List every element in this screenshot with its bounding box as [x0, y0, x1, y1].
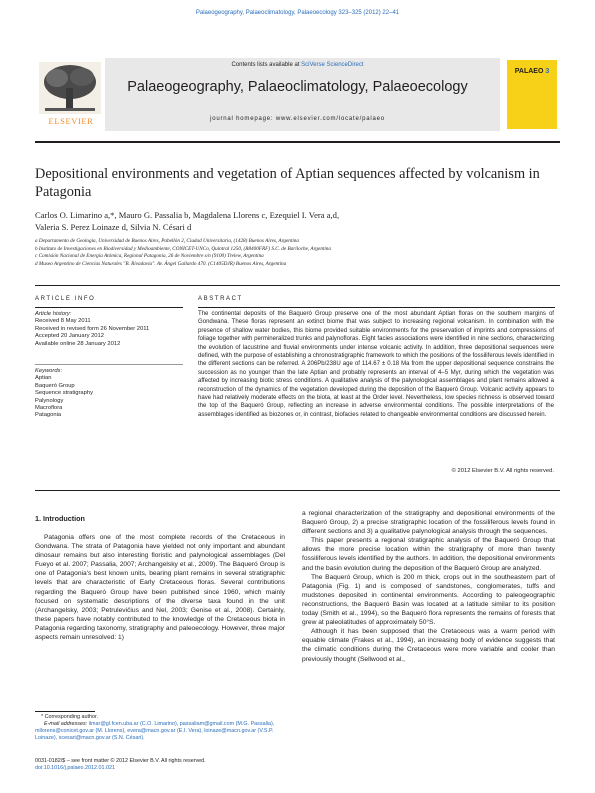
contents-prefix: Contents lists available at	[231, 62, 300, 68]
cover-number: 3	[545, 68, 550, 75]
keyword: Aptian	[35, 375, 52, 382]
affiliation-d: d Museo Argentino de Ciencias Naturales "B. Rivadavia". Av. Ángel Gallardo 470. (C1405DJR) Buenos Aires, Argentina	[35, 260, 287, 267]
homepage-prefix: journal homepage:	[210, 116, 274, 122]
paragraph: Although it has been supposed that the Cretaceous was a warm period with equable climate (Frakes et al., 1994), an increasing body of evidence suggests that the climatic conditions during the Cretaceous were more variable and cooler than previously thought (Sellwood et al.,	[302, 628, 555, 663]
section-heading: 1. Introduction	[35, 514, 85, 523]
journal-cover-thumbnail	[500, 58, 560, 131]
authors-line-2: Valeria S. Perez Loinaze d, Silvia N. Césari d	[35, 222, 192, 232]
history-item: Accepted 20 January 2012	[35, 333, 104, 340]
sciencedirect-link[interactable]: SciVerse ScienceDirect	[301, 62, 364, 68]
keyword: Macroflora	[35, 405, 63, 412]
abstract-heading: ABSTRACT	[198, 296, 243, 302]
paragraph: a regional characterization of the stratigraphy and depositional environments of the Baqueró Group, 2) a precise stratigraphic location of the fossiliferous levels found in different sections and 3) a qualitative palynological analysis through the sequences.	[302, 510, 555, 536]
article-info-heading: ARTICLE INFO	[35, 296, 96, 302]
corresponding-author: * Corresponding author.	[41, 714, 98, 720]
cover-title: PALAEO	[514, 68, 544, 75]
right-column	[302, 509, 555, 664]
footnote-rule	[35, 711, 95, 712]
paragraph: The Baqueró Group, which is 200 m thick, crops out in the southeastern part of Patagonia (Fig. 1) and is composed of sandstones, conglomerates, tuffs and mudstones deposited in continental environments. According to paleogeographic reconstructions, the Baqueró Basin was located at a latitude similar to its position today (Smith et al., 1994), so the Baqueró flora represents the remains of forests that grew at paleolatitudes of approximately 50°S.	[302, 573, 555, 627]
affiliation-c: c Comisión Nacional de Energía Atómica, Regional Patagonia, 26 de Noviembre s/n (9100) Trelew, Argentina	[35, 253, 264, 259]
left-column	[35, 533, 285, 642]
abstract-text: The continental deposits of the Baqueró Group preserve one of the most abundant Aptian floras on the southern margins of Gondwana. These floras represent an extinct biome that was subject to increasing regional volcanism. In combination with the presence of shallow water bodies, this biome provided suitable environments for the preservation of imprints and compressions of foliage together with permineralized trunks and palynofloras. Eight facies associations were identified in nine sections, characterizing the evolution of lacustrine and fluvial environments under intense volcanic activity. In addition, three depositional sequences were defined, with the purpose of establishing a chronostratigraphic framework to which the positions of the fossiliferous levels identified in the different sections can be referred. A 206Pb/238U age of 114.67 ± 0.18 Ma from the upper depositional sequence constrains the succession as no younger than the late Aptian and probably represents an interval of 4–5 Myr, during which the vegetation was affected by increasing biotic stress conditions. A qualitative analysis of the palynological assemblages and plant remains allowed a reconstruction of the dynamics of the vegetation developed during the deposition of the Baqueró Group. Volcanic activity appears to have had relatively moderate effects on the biota, at least at the Order level. Nevertheless, low species richness is observed toward the top of the Baqueró Group, reflecting an increase in adverse environmental conditions. The possible interpretations of the assemblages identified as biozones or, in contrast, biofacies related to changeable environmental conditions are discussed herein.	[198, 311, 554, 418]
keywords-label: Keywords:	[35, 368, 63, 374]
article-title: Depositional environments and vegetation of Aptian sequences affected by volcanism in Patagonia	[35, 166, 540, 200]
history-item: Received 8 May 2011	[35, 318, 91, 325]
journal-homepage	[35, 116, 560, 122]
publication-info	[35, 758, 335, 772]
keyword: Palynology	[35, 397, 64, 404]
author-list	[35, 209, 555, 233]
keyword: Baqueró Group	[35, 382, 75, 389]
affiliations	[35, 238, 555, 268]
history-label: Article history:	[35, 311, 72, 317]
affiliation-a: a Departamento de Geología, Universidad de Buenos Aires, Pabellón 2, Ciudad Universitaria, (1428) Buenos Aires, Argentina	[35, 238, 299, 244]
paragraph: This paper presents a regional stratigraphic analysis of the Baqueró Group that allows the more precise location within the stratigraphy of more than twenty fossiliferous levels identified by the authors. In addition, the depositional environments and the basin evolution during the deposition of the Baqueró Group are analyzed.	[302, 537, 555, 572]
masthead-rule	[35, 141, 560, 143]
issn-line: 0031-0182/$ – see front matter © 2012 Elsevier B.V. All rights reserved.	[35, 758, 206, 764]
journal-title: Palaeogeography, Palaeoclimatology, Palaeoecology	[127, 79, 468, 95]
divider	[35, 285, 560, 286]
paragraph: Patagonia offers one of the most complete records of the Cretaceous in Gondwana. The strata of Patagonia have yielded not only important and abundant dinosaur remains but also interesting floristic and palynological assemblages (Del Fueyo et al. 2007; Passalia, 2007; Archangelsky et al., 2009). The Baqueró Group is one of Patagonia's best known units, bearing plant remains in several stratigraphic levels that are characteristic of Early Cretaceous floras. Several contributions regarding the Baqueró Group have been published since 1960, which mainly focused on systematic descriptions of the diverse taxa found in the unit (Archangelsky, 2003; Petrulevičius and Nel, 2003; Genise et al., 2008). Certainly, these papers have notably contributed to the knowledge of the Cretaceous biota in Patagonia regarding taxonomy, stratigraphy and paleoecology. However, three major aspects remain unresolved: 1)	[35, 534, 285, 642]
homepage-link[interactable]: www.elsevier.com/locate/palaeo	[275, 116, 385, 122]
affiliation-b: b Instituto de Investigaciones en Biodiversidad y Medioambiente, CONICET-UNCo, Quintral 1250, (R8400FRF) S.C. de Bariloche, Argentina	[35, 245, 331, 252]
divider	[35, 307, 183, 308]
email-label: E-mail addresses:	[44, 721, 88, 727]
cover-label	[507, 68, 557, 75]
doi-link[interactable]: doi:10.1016/j.palaeo.2012.01.021	[35, 765, 116, 771]
history-item: Available online 28 January 2012	[35, 340, 121, 347]
footnotes	[35, 714, 285, 742]
publisher-wordmark: ELSEVIER	[48, 116, 94, 126]
copyright: © 2012 Elsevier B.V. All rights reserved.	[451, 468, 554, 474]
keyword: Patagonia	[35, 412, 62, 419]
email-addresses[interactable]: limar@gl.fcen.uba.ar (C.O. Limarino), passaliam@gmail.com (M.G. Passalia), mllorens@conicet.gov.ar (M. Llorens), evera@macn.gov.ar (E.I. Vera), loinaze@macn.gov.ar (V.S.P. Loinaze), scesari@macn.gov.ar (S.N. Césari).	[35, 721, 275, 741]
keyword: Sequence stratigraphy	[35, 390, 94, 397]
journal-citation[interactable]: Palaeogeography, Palaeoclimatology, Palaeoecology 323–325 (2012) 22–41	[195, 10, 400, 16]
journal-masthead	[35, 58, 560, 131]
divider	[35, 364, 183, 365]
article-history	[35, 311, 185, 348]
authors-line-1: Carlos O. Limarino a,*, Mauro G. Passalia b, Magdalena Llorens c, Ezequiel I. Vera a,d,	[35, 210, 340, 220]
divider	[35, 490, 560, 491]
contents-line	[35, 62, 560, 68]
keywords	[35, 368, 185, 420]
divider	[198, 307, 555, 308]
history-item: Received in revised form 26 November 2011	[35, 325, 150, 332]
email-block	[35, 721, 285, 742]
